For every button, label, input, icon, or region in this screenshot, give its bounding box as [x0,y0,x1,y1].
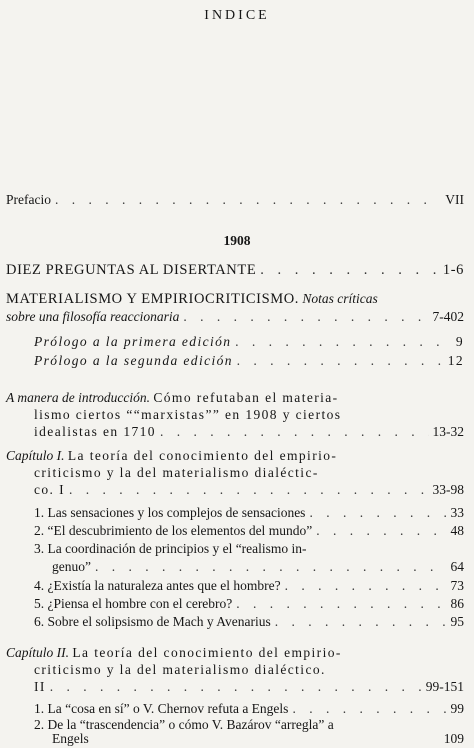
toc-label: 2. “El descubrimiento de los elementos del mundo” [34,523,313,538]
leader-dots [285,578,447,594]
leader-dots [160,424,429,440]
toc-label: Prólogo a la primera edición [34,334,232,349]
toc-entry-prefacio [6,192,464,208]
toc-subentry-label: 2. De la “trascendencia” o cómo V. Bazárov “arregla” a [34,717,334,732]
toc-label: 1. Las sensaciones y los complejos de sensaciones [34,505,306,520]
toc-page: 9 [455,334,464,349]
leader-dots [275,614,447,630]
leader-dots [95,559,447,575]
toc-entry-materialismo-title [6,291,378,307]
toc-subentry [34,578,464,594]
toc-page: 99-151 [425,679,464,694]
intro-text-3: idealistas en 1710 [34,424,156,439]
toc-page: 33-98 [432,482,464,497]
chapter-2-line1 [6,645,342,661]
toc-page: 13-32 [432,424,464,439]
chapter-2-text-1: La teoría del conocimiento del empirio- [72,645,342,660]
leader-dots [236,596,446,612]
leader-dots [292,701,446,717]
intro-text-1: Cómo refutaban el materia- [153,390,339,405]
toc-page: 64 [450,559,464,574]
toc-page: 99 [450,701,464,716]
chapter-1-line1 [6,448,337,464]
toc-entry-capitulo-2 [34,679,464,695]
leader-dots [183,309,428,325]
toc-entry-introduccion [34,424,464,440]
work-subtitle-b: sobre una filosofía reaccionaria [6,309,180,324]
toc-page: 73 [450,578,464,593]
leader-dots [55,192,441,208]
toc-subentry [52,731,464,747]
toc-label: 6. Sobre el solipsismo de Mach y Avenarius [34,614,271,629]
toc-label: 5. ¿Piensa el hombre con el cerebro? [34,596,233,611]
toc-page: 7-402 [432,309,464,324]
toc-entry-capitulo-1 [34,482,464,498]
toc-page: 33 [450,505,464,520]
toc-subentry [34,523,464,539]
toc-page: 1-6 [442,262,464,278]
toc-label: Prefacio [6,192,51,207]
chapter-2-text-3: II [34,679,46,694]
toc-page: 95 [450,614,464,629]
leader-dots [50,679,422,695]
toc-subentry-label: 3. La coordinación de principios y el “realismo in- [34,541,307,556]
toc-page: 109 [443,731,464,746]
leader-dots [237,353,444,369]
toc-entry-prologo-2 [34,353,464,369]
chapter-2-text-2: criticismo y la del materialismo dialéctico. [34,662,326,677]
toc-entry-diez-preguntas [6,262,464,278]
toc-label: genuo” [52,559,91,574]
toc-entry-materialismo [6,309,464,325]
chapter-2-lead: Capítulo II. [6,645,69,660]
toc-page: 48 [450,523,464,538]
toc-label: 4. ¿Existía la naturaleza antes que el hombre? [34,578,281,593]
section-year: 1908 [223,233,251,248]
chapter-1-text-1: La teoría del conocimiento del empirio- [67,448,338,463]
intro-lead: A manera de introducción. [6,390,150,405]
toc-subentry [34,505,464,521]
leader-dots [69,482,429,498]
chapter-1-text-2: criticismo y la del materialismo dialéctic- [34,465,319,480]
intro-text-2: lismo ciertos ““marxistas”” en 1908 y ciertos [34,407,342,422]
toc-label: Prólogo a la segunda edición [34,353,233,368]
toc-page: VII [445,192,464,207]
toc-page: 86 [450,596,464,611]
toc-subentry [52,559,464,575]
toc-entry-prologo-1 [34,334,464,350]
toc-page: 12 [447,353,464,368]
leader-dots [316,523,446,539]
leader-dots [260,262,439,278]
leader-dots [235,334,451,350]
toc-label: Engels [52,731,89,746]
page-title: INDICE [204,8,270,23]
toc-label: 1. La “cosa en sí” o V. Chernov refuta a Engels [34,701,289,716]
chapter-1-lead: Capítulo I. [6,448,65,463]
toc-subentry [34,701,464,717]
toc-subentry [34,596,464,612]
chapter-1-text-3: co. I [34,482,65,497]
toc-subentry [34,614,464,630]
toc-label: DIEZ PREGUNTAS AL DISERTANTE [6,262,257,278]
work-subtitle-a: Notas críticas [302,291,378,306]
toc-entry-introduccion-line1 [6,390,339,406]
leader-dots [309,505,446,521]
work-title: MATERIALISMO Y EMPIRIOCRITICISMO. [6,291,300,307]
